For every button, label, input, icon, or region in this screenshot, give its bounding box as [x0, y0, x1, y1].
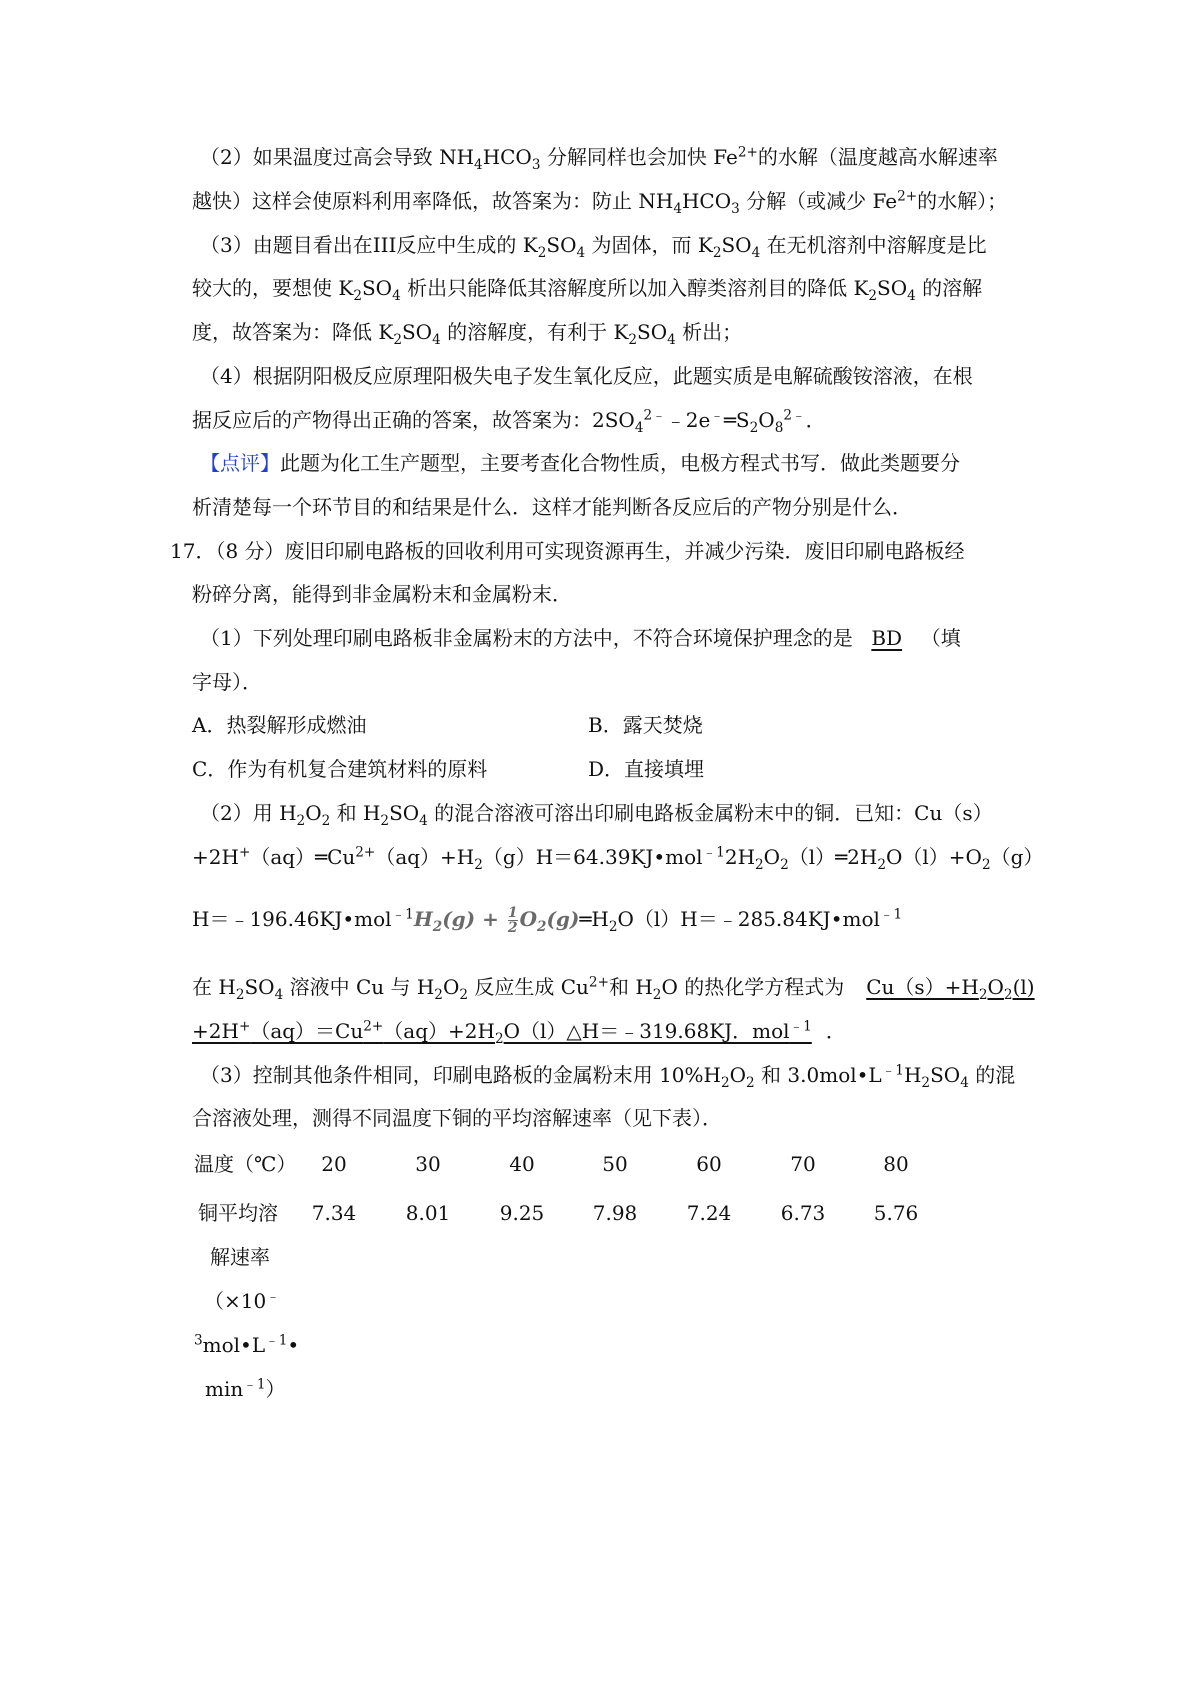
review-line1: 【点评】此题为化工生产题型，主要考查化合物性质，电极方程式书写．做此类题要分 — [200, 451, 960, 475]
review-tag: 【点评】 — [200, 451, 280, 475]
analysis-part3-line2: 较大的，要想使 $K_2SO_4$ 析出只能降低其溶解度所以加入醇类溶剂目的降低 $K_2SO_4$ 的溶解 — [192, 276, 983, 304]
rate-cell: 7.24 — [686, 1201, 732, 1225]
rate-cell: 5.76 — [873, 1201, 919, 1225]
table-row2-label-line5: $\min^{﹣1}$） — [205, 1376, 286, 1401]
q17-part1-line1: （1）下列处理印刷电路板非金属粉末的方法中，不符合环境保护理念的是 BD （填 — [200, 626, 961, 650]
table-row2-label-line4: $^3mol•L^{﹣1}•$ — [194, 1332, 300, 1357]
analysis-part2-line2: 越快）这样会使原料利用率降低，故答案为：防止 $NH_4HCO_3$ 分解（或减少 $Fe^{2+}$的水解）； — [192, 188, 1008, 217]
table-row1-label: 温度（℃） — [194, 1152, 297, 1176]
analysis-part2-line1: （2）如果温度过高会导致 $NH_4HCO_3$ 分解同样也会加快 $Fe^{2+}$的水解（温度越高水解速率 — [200, 144, 998, 173]
temp-cell: 60 — [696, 1152, 722, 1176]
q17-part2-line3: $H=﹣196.46KJ•mol^{﹣1}H_2(g)$ + $\frac{1}{2}$ $O_2(g)═H_2O(l)H=﹣285.84KJ•mol^{﹣1}$ — [192, 905, 903, 936]
question-17-head-line1: 17．（8 分）废旧印刷电路板的回收利用可实现资源再生，并减少污染．废旧印刷电路板经 — [170, 539, 965, 563]
q17-part2-line2: $+2H^+(aq)═Cu^{2+}(aq)+H_2(g)H=64.39KJ•mol^{﹣1}2H_2O_2(l)═2H_2O(l)+O_2(g)$ — [192, 844, 1044, 873]
question-17-head-line2: 粉碎分离，能得到非金属粉末和金属粉末． — [192, 582, 572, 606]
temp-cell: 50 — [602, 1152, 628, 1176]
analysis-part4-line2: 据反应后的产物得出正确的答案，故答案为：$2SO_4^{2﹣}﹣2e^﹣═S_2O_8^{2﹣}$． — [192, 407, 826, 436]
rate-cell: 9.25 — [499, 1201, 545, 1225]
q17-part2-line5: $+2H^+(aq)=Cu^{2+}(aq)+2H_2O(l)\triangle H=﹣319.68KJ$．mol$^{﹣1}$ ． — [192, 1018, 846, 1047]
analysis-part3-line1: （3）由题目看出在III反应中生成的 $K_2SO_4$ 为固体，而 $K_2SO_4$ 在无机溶剂中溶解度是比 — [200, 233, 987, 261]
rate-cell: 7.34 — [311, 1201, 357, 1225]
q17-part3-line1: （3）控制其他条件相同，印刷电路板的金属粉末用 $10\%H_2O_2$ 和 $3.0mol•L^{﹣1}H_2SO_4$ 的混 — [200, 1062, 1016, 1091]
table-row2-label-line1: 铜平均溶 — [198, 1201, 278, 1225]
temp-cell: 80 — [883, 1152, 909, 1176]
review-line2: 析清楚每一个环节目的和结果是什么．这样才能判断各反应后的产物分别是什么． — [192, 495, 912, 519]
table-row2-label-line3: （×10﹣ — [204, 1288, 280, 1313]
equation-image: $H_2(g)$ + $\frac{1}{2}$ $O_2(g)$ — [413, 905, 580, 936]
rate-cell: 7.98 — [592, 1201, 638, 1225]
option-d: D．直接填埋 — [588, 757, 705, 781]
option-b: B．露天焚烧 — [588, 713, 703, 737]
table-row2-label-line2: 解速率 — [210, 1245, 270, 1269]
analysis-part3-line3: 度，故答案为：降低 $K_2SO_4$ 的溶解度，有利于 $K_2SO_4$ 析出； — [192, 320, 743, 348]
temp-cell: 20 — [321, 1152, 347, 1176]
temp-cell: 30 — [415, 1152, 441, 1176]
q17-part2-answer-line1: $Cu(s)+H_2O_2(l)$ — [866, 975, 1035, 1003]
analysis-part4-line1: （4）根据阴阳极反应原理阳极失电子发生氧化反应，此题实质是电解硫酸铵溶液，在根 — [200, 364, 973, 388]
q17-part1-line2: 字母）． — [192, 670, 262, 694]
q17-part2-line4: 在 $H_2SO_4$ 溶液中 Cu 与 $H_2O_2$ 反应生成 $Cu^{2+}$和 $H_2O$ 的热化学方程式为 $Cu(s)+H_2O_2(l)$ — [192, 974, 1035, 1003]
q17-part1-answer: BD — [871, 626, 903, 650]
q17-part3-line2: 合溶液处理，测得不同温度下铜的平均溶解速率（见下表）． — [192, 1106, 722, 1130]
option-a: A．热裂解形成燃油 — [192, 713, 367, 737]
temp-cell: 40 — [509, 1152, 535, 1176]
option-c: C．作为有机复合建筑材料的原料 — [192, 757, 488, 781]
temp-cell: 70 — [790, 1152, 816, 1176]
fraction-half: $\frac{1}{2}$ — [507, 905, 518, 936]
q17-part2-answer-line2: $+2H^+(aq)=Cu^{2+}(aq)+2H_2O(l)\triangle H=﹣319.68KJ$．mol$^{﹣1}$ — [192, 1018, 812, 1047]
rate-cell: 8.01 — [405, 1201, 451, 1225]
q17-part2-line1: （2）用 $H_2O_2$ 和 $H_2SO_4$ 的混合溶液可溶出印刷电路板金属粉末中的铜．已知：Cu（s） — [200, 801, 993, 829]
rate-cell: 6.73 — [780, 1201, 826, 1225]
